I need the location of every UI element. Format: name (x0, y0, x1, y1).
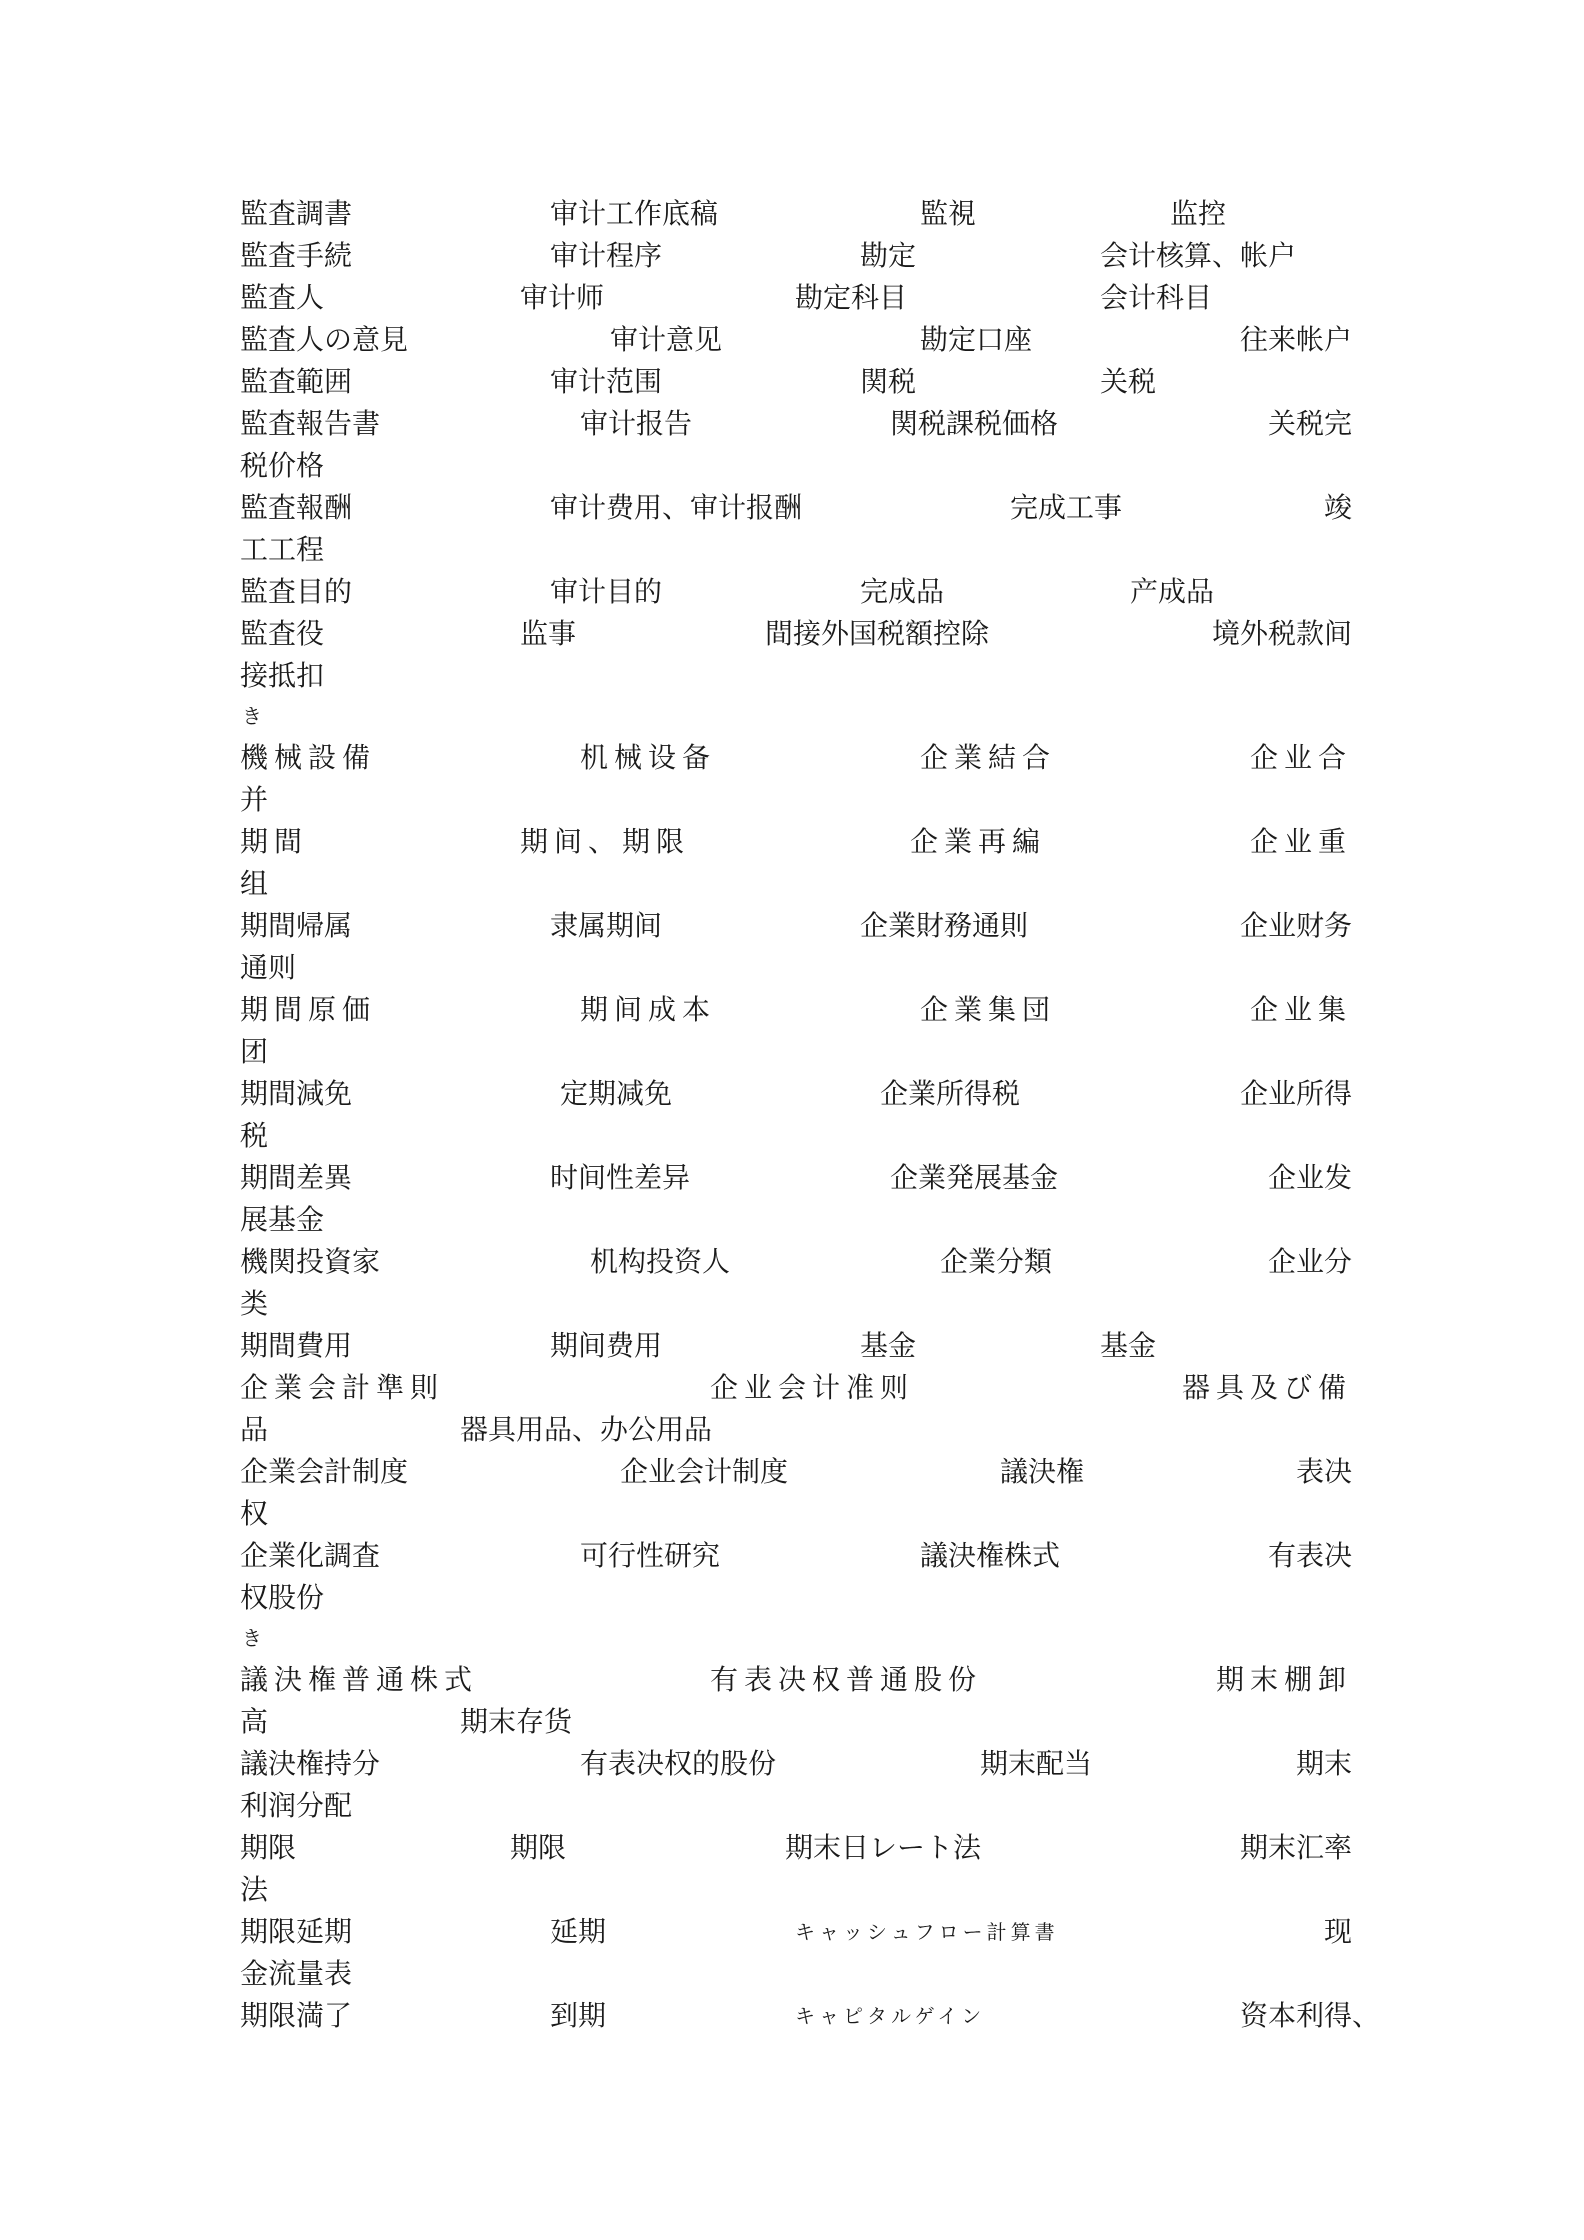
japanese-term: 勘定口座 (920, 323, 1033, 356)
term-continuation (240, 1869, 1360, 1911)
chinese-term: 审计师 (520, 281, 605, 314)
term-row (240, 1827, 1360, 1869)
chinese-term: 期末汇率 (1239, 1831, 1352, 1864)
japanese-term: 企業発展基金 (890, 1161, 1059, 1194)
term-row (240, 1409, 1360, 1451)
term-continuation (240, 655, 1360, 697)
continuation-text: 展基金 (240, 1203, 325, 1236)
chinese-term: 审计意见 (610, 323, 723, 356)
chinese-term: 会计科目 (1100, 281, 1213, 314)
japanese-term: 期間帰属 (240, 909, 353, 942)
japanese-term: 期間 (240, 825, 309, 858)
term-row (240, 1325, 1360, 1367)
chinese-term: 期间、期限 (520, 825, 691, 858)
japanese-term: 期末配当 (980, 1747, 1093, 1780)
japanese-term: 企業集団 (920, 993, 1057, 1026)
term-row (240, 571, 1360, 613)
term-row (240, 403, 1360, 445)
chinese-term: 审计范围 (550, 365, 663, 398)
japanese-term: 関税 (860, 365, 917, 398)
term-row (240, 1535, 1360, 1577)
term-row (240, 1241, 1360, 1283)
japanese-term: 期間原価 (240, 993, 377, 1026)
continuation-text: 高 (240, 1705, 269, 1738)
chinese-term: 机械设备 (580, 741, 717, 774)
chinese-term: 企业发 (1267, 1161, 1352, 1194)
japanese-term: 完成工事 (1010, 491, 1123, 524)
term-continuation (240, 1953, 1360, 1995)
continuation-text: 团 (240, 1035, 269, 1068)
chinese-term: 时间性差异 (550, 1161, 691, 1194)
term-continuation (240, 1031, 1360, 1073)
japanese-term: 基金 (860, 1329, 917, 1362)
chinese-term: 企业集 (1249, 993, 1352, 1026)
japanese-term: 期間費用 (240, 1329, 353, 1362)
term-row (240, 1659, 1360, 1701)
japanese-term: 勘定 (860, 239, 917, 272)
japanese-term: 監査報告書 (240, 407, 381, 440)
japanese-term: 企業所得税 (880, 1077, 1021, 1110)
chinese-term: 器具用品、办公用品 (460, 1413, 713, 1446)
term-continuation (240, 445, 1360, 487)
japanese-term: キャッシュフロー計算書 (795, 1920, 1059, 1944)
chinese-term: 机构投资人 (590, 1245, 731, 1278)
japanese-term: 勘定科目 (795, 281, 908, 314)
continuation-text: 组 (240, 867, 269, 900)
japanese-term: 企業結合 (920, 741, 1057, 774)
chinese-term: 到期 (550, 1999, 607, 2032)
japanese-term: 企業分類 (940, 1245, 1053, 1278)
japanese-term: 期限 (240, 1831, 297, 1864)
term-row (240, 905, 1360, 947)
japanese-term: 企業再編 (910, 825, 1047, 858)
chinese-term: 有表决 (1267, 1539, 1352, 1572)
japanese-term: 関税課税価格 (890, 407, 1059, 440)
term-continuation (240, 1785, 1360, 1827)
term-continuation (240, 1115, 1360, 1157)
chinese-term: 往来帐户 (1239, 323, 1352, 356)
japanese-term: 期限延期 (240, 1915, 353, 1948)
japanese-term: 監査報酬 (240, 491, 353, 524)
term-row (240, 613, 1360, 655)
chinese-term: 监事 (520, 617, 577, 650)
term-row (240, 277, 1360, 319)
term-row (240, 1157, 1360, 1199)
continuation-text: き (242, 704, 262, 728)
term-continuation (240, 1617, 1360, 1659)
chinese-term: 资本利得、 (1239, 1999, 1380, 2032)
term-row (240, 1743, 1360, 1785)
term-continuation (240, 1493, 1360, 1535)
term-continuation (240, 863, 1360, 905)
japanese-term: 機関投資家 (240, 1245, 381, 1278)
chinese-term: 关税 (1100, 365, 1157, 398)
japanese-term: 期間減免 (240, 1077, 353, 1110)
japanese-term: 監査目的 (240, 575, 353, 608)
term-row (240, 737, 1360, 779)
continuation-text: 税 (240, 1119, 269, 1152)
japanese-term: 完成品 (860, 575, 945, 608)
japanese-term: 監査手続 (240, 239, 353, 272)
term-continuation (240, 1283, 1360, 1325)
japanese-term: 監視 (920, 197, 977, 230)
chinese-term: 隶属期间 (550, 909, 663, 942)
chinese-term: 审计目的 (550, 575, 663, 608)
term-row (240, 1367, 1360, 1409)
term-row (240, 235, 1360, 277)
continuation-text: 税价格 (240, 449, 325, 482)
chinese-term: 审计程序 (550, 239, 663, 272)
term-row (240, 361, 1360, 403)
chinese-term: 现 (1323, 1915, 1352, 1948)
japanese-term: 機械設備 (240, 741, 377, 774)
japanese-term: 期限満了 (240, 1999, 353, 2032)
chinese-term: 企业会计制度 (620, 1455, 789, 1488)
term-continuation (240, 779, 1360, 821)
chinese-term: 审计工作底稿 (550, 197, 719, 230)
term-continuation (240, 1199, 1360, 1241)
japanese-term: 企業会計準則 (240, 1371, 445, 1404)
chinese-term: 有表决权普通股份 (710, 1663, 983, 1696)
japanese-term: 期間差異 (240, 1161, 353, 1194)
chinese-term: 企业重 (1249, 825, 1352, 858)
continuation-text: 品 (240, 1413, 269, 1446)
japanese-term: 器具及び備 (1181, 1371, 1352, 1404)
term-row (240, 1451, 1360, 1493)
continuation-text: 权股份 (240, 1581, 325, 1614)
chinese-term: 基金 (1100, 1329, 1157, 1362)
japanese-term: 企業会計制度 (240, 1455, 409, 1488)
japanese-term: 議決権 (1000, 1455, 1085, 1488)
chinese-term: 期末存货 (460, 1705, 573, 1738)
term-row (240, 1995, 1380, 2037)
continuation-text: 并 (240, 783, 269, 816)
chinese-term: 期间费用 (550, 1329, 663, 1362)
japanese-term: 議決権持分 (240, 1747, 381, 1780)
term-row (240, 1701, 1360, 1743)
japanese-term: 企業化調査 (240, 1539, 381, 1572)
japanese-term: 期末棚卸 (1215, 1663, 1352, 1696)
japanese-term: キャピタルゲイン (795, 2004, 986, 2028)
term-row (240, 319, 1360, 361)
term-row (240, 821, 1360, 863)
term-row (240, 193, 1360, 235)
continuation-text: 金流量表 (240, 1957, 353, 1990)
term-continuation (240, 695, 1360, 737)
chinese-term: 审计费用、审计报酬 (550, 491, 803, 524)
japanese-term: 企業財務通則 (860, 909, 1029, 942)
chinese-term: 关税完 (1267, 407, 1352, 440)
chinese-term: 企业会计准则 (710, 1371, 915, 1404)
continuation-text: 法 (240, 1873, 269, 1906)
japanese-term: 監査役 (240, 617, 325, 650)
chinese-term: 可行性研究 (580, 1539, 721, 1572)
japanese-term: 監査人 (240, 281, 325, 314)
chinese-term: 企业合 (1249, 741, 1352, 774)
chinese-term: 竣 (1323, 491, 1352, 524)
chinese-term: 监控 (1170, 197, 1227, 230)
chinese-term: 企业财务 (1239, 909, 1352, 942)
japanese-term: 監査範囲 (240, 365, 353, 398)
continuation-text: 类 (240, 1287, 269, 1320)
chinese-term: 产成品 (1130, 575, 1215, 608)
chinese-term: 期末 (1295, 1747, 1352, 1780)
japanese-term: 議決権株式 (920, 1539, 1061, 1572)
term-row (240, 1911, 1360, 1953)
term-continuation (240, 947, 1360, 989)
continuation-text: 工工程 (240, 533, 325, 566)
chinese-term: 有表决权的股份 (580, 1747, 777, 1780)
chinese-term: 企业所得 (1239, 1077, 1352, 1110)
japanese-term: 間接外国税額控除 (765, 617, 990, 650)
continuation-text: 利润分配 (240, 1789, 353, 1822)
japanese-term: 議決権普通株式 (240, 1663, 479, 1696)
japanese-term: 監査調書 (240, 197, 353, 230)
term-row (240, 487, 1360, 529)
chinese-term: 期间成本 (580, 993, 717, 1026)
term-continuation (240, 529, 1360, 571)
japanese-term: 期末日レート法 (785, 1831, 982, 1864)
chinese-term: 企业分 (1267, 1245, 1352, 1278)
japanese-term: 監査人の意見 (240, 323, 409, 356)
chinese-term: 延期 (550, 1915, 607, 1948)
continuation-text: 通则 (240, 951, 297, 984)
chinese-term: 审计报告 (580, 407, 693, 440)
chinese-term: 定期减免 (560, 1077, 673, 1110)
chinese-term: 境外税款间 (1211, 617, 1352, 650)
term-row (240, 989, 1360, 1031)
continuation-text: 权 (240, 1497, 269, 1530)
chinese-term: 会计核算、帐户 (1100, 239, 1297, 272)
continuation-text: 接抵扣 (240, 659, 325, 692)
continuation-text: き (242, 1626, 262, 1650)
chinese-term: 表决 (1295, 1455, 1352, 1488)
chinese-term: 期限 (510, 1831, 567, 1864)
term-continuation (240, 1577, 1360, 1619)
term-row (240, 1073, 1360, 1115)
